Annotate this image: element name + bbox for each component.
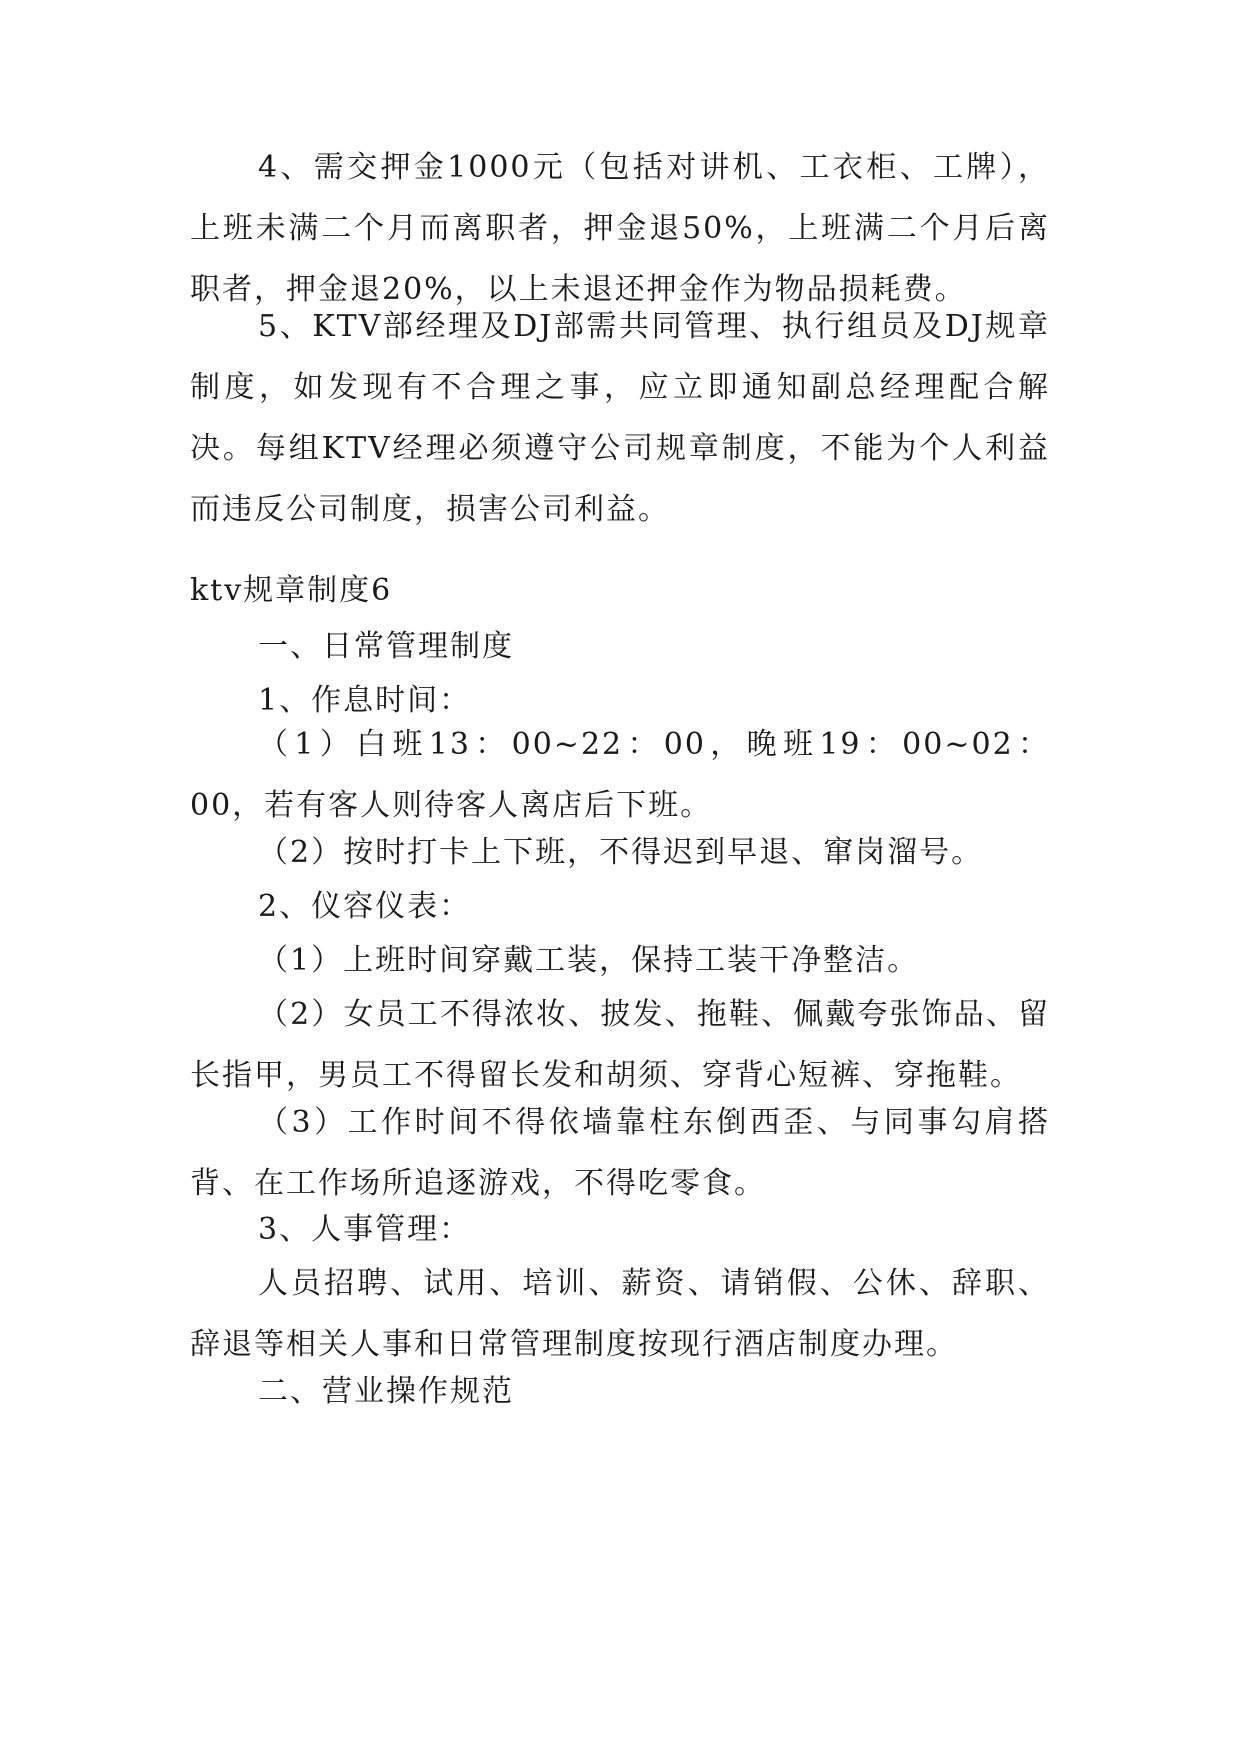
heading-work-hours: 1、作息时间：: [258, 683, 472, 718]
heading-daily-management: 一、日常管理制度: [258, 629, 514, 664]
paragraph-shift-times: （1）白班13：00~22：00，晚班19：00~02：00，若有客人则待客人离店后下班。: [190, 727, 1050, 823]
heading-business-operations: 二、营业操作规范: [258, 1374, 514, 1409]
paragraph-uniform: （1）上班时间穿戴工装，保持工装干净整洁。: [258, 943, 920, 978]
paragraph-hr-rules: 人员招聘、试用、培训、薪资、请销假、公休、辞职、辞退等相关人事和日常管理制度按现行酒店制度办理。: [190, 1266, 1050, 1362]
paragraph-deposit: 4、需交押金1000元（包括对讲机、工衣柜、工牌），上班未满二个月而离职者，押金退50%，上班满二个月后离职者，押金退20%，以上未退还押金作为物品损耗费。: [190, 150, 1050, 307]
heading-appearance: 2、仪容仪表：: [258, 889, 472, 924]
section-title: ktv规章制度6: [190, 573, 393, 608]
heading-hr-management: 3、人事管理：: [258, 1212, 472, 1247]
paragraph-ktv-manager: 5、KTV部经理及DJ部需共同管理、执行组员及DJ规章制度，如发现有不合理之事，应立即通知副总经理配合解决。每组KTV经理必须遵守公司规章制度，不能为个人利益而违反公司制度，损害公司利益。: [190, 309, 1050, 527]
paragraph-conduct: （3）工作时间不得依墙靠柱东倒西歪、与同事勾肩搭背、在工作场所追逐游戏，不得吃零食。: [190, 1105, 1050, 1201]
paragraph-dress-code: （2）女员工不得浓妆、披发、拖鞋、佩戴夸张饰品、留长指甲，男员工不得留长发和胡须、穿背心短裤、穿拖鞋。: [190, 997, 1050, 1093]
paragraph-clock-in: （2）按时打卡上下班，不得迟到早退、窜岗溜号。: [258, 835, 984, 870]
